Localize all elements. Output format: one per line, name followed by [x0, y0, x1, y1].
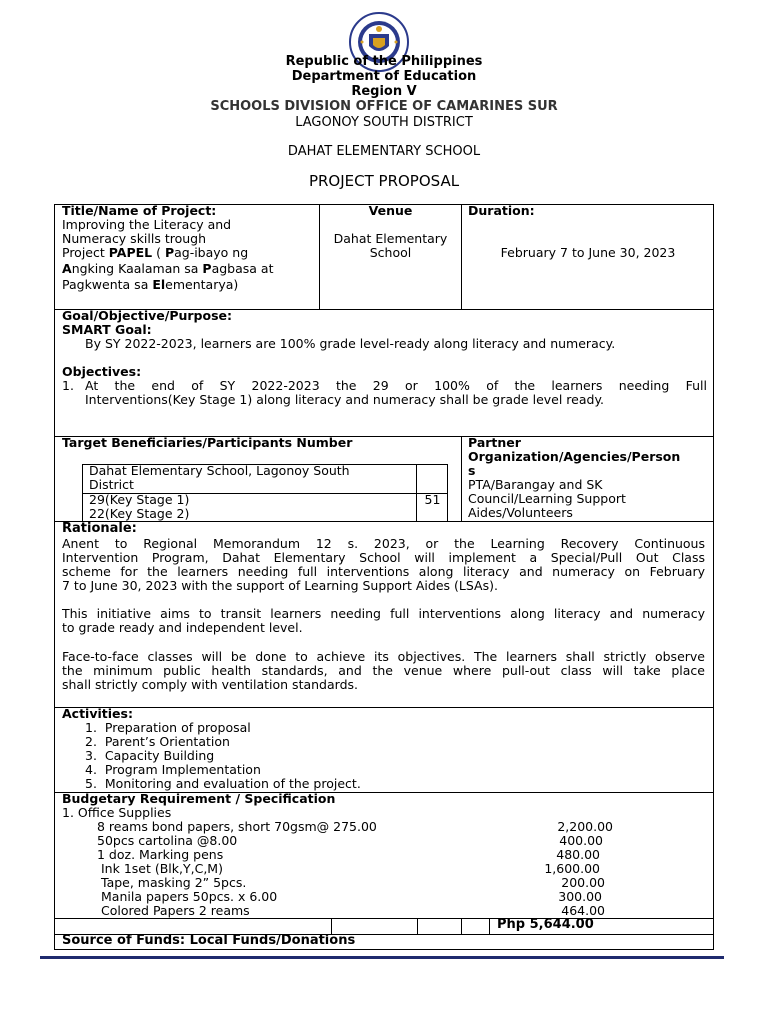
activity-item: 5. Monitoring and evaluation of the project.: [85, 776, 361, 791]
rationale-text: the minimum public health standards, and the venue where pull-out class will take place: [62, 663, 705, 678]
objective-text: At the end of SY 2022-2023 the 29 or 100% of the learners needing Full: [85, 378, 707, 393]
budget-item-desc: 50pcs cartolina @8.00: [97, 833, 238, 848]
activity-item: 3. Capacity Building: [85, 748, 215, 763]
activity-item: 1. Preparation of proposal: [85, 720, 251, 735]
budget-item-amount: 464.00: [561, 903, 605, 918]
header-district: LAGONOY SOUTH DISTRICT: [295, 115, 473, 130]
goal-label: Goal/Objective/Purpose:: [62, 308, 233, 323]
rationale-text: shall strictly comply with ventilation standards.: [62, 677, 358, 692]
project-title-line: Angking Kaalaman sa Pagbasa at: [62, 261, 274, 276]
header-department: Department of Education: [291, 69, 477, 84]
partner-value: Aides/Volunteers: [468, 505, 573, 520]
col-divider: [417, 918, 418, 934]
beneficiaries-label: Target Beneficiaries/Participants Number: [62, 435, 353, 450]
project-title-label: Title/Name of Project:: [62, 203, 217, 218]
rationale-text: 7 to June 30, 2023 with the support of Learning Support Aides (LSAs).: [62, 578, 498, 593]
budget-item-amount: 300.00: [558, 889, 602, 904]
beneficiary-ks1: 29(Key Stage 1): [89, 492, 190, 507]
beneficiary-school: District: [89, 477, 134, 492]
budget-category: 1. Office Supplies: [62, 805, 172, 820]
budget-item-desc: 1 doz. Marking pens: [97, 847, 224, 862]
objective-number: 1.: [62, 378, 74, 393]
header-division: SCHOOLS DIVISION OFFICE OF CAMARINES SUR: [210, 99, 558, 114]
rationale-text: to grade ready and independent level.: [62, 620, 303, 635]
partner-label: s: [468, 463, 476, 478]
budget-item-desc: Tape, masking 2” 5pcs.: [101, 875, 247, 890]
row-divider: [54, 521, 714, 522]
col-divider: [331, 918, 332, 934]
project-title-line: Improving the Literacy and: [62, 217, 232, 232]
header-region: Region V: [351, 84, 417, 99]
duration-label: Duration:: [468, 203, 535, 218]
page-title: PROJECT PROPOSAL: [308, 172, 460, 190]
budget-item-desc: 8 reams bond papers, short 70gsm@ 275.00: [97, 819, 377, 834]
beneficiary-total: 51: [424, 492, 441, 507]
row-divider: [54, 918, 714, 919]
budget-item-amount: 480.00: [556, 847, 600, 862]
objective-text: Interventions(Key Stage 1) along literacy and numeracy shall be grade level ready.: [85, 392, 605, 407]
col-divider: [489, 918, 490, 934]
row-divider: [54, 707, 714, 708]
budget-item-desc: Colored Papers 2 reams: [101, 903, 250, 918]
partner-label: Partner: [468, 435, 521, 450]
col-divider: [461, 918, 462, 934]
partner-value: Council/Learning Support: [468, 491, 626, 506]
rationale-text: Face-to-face classes will be done to achieve its objectives. The learners shall strictly observe: [62, 649, 705, 664]
partner-value: PTA/Barangay and SK: [468, 477, 603, 492]
budget-label: Budgetary Requirement / Specification: [62, 791, 336, 806]
rationale-text: scheme for the learners needing full interventions along literacy and numeracy on February: [62, 564, 705, 579]
duration-value: February 7 to June 30, 2023: [500, 245, 676, 260]
project-title-line: Project PAPEL ( Pag-ibayo ng: [62, 245, 249, 260]
budget-item-desc: Ink 1set (Blk,Y,C,M): [101, 861, 223, 876]
smart-goal-text: By SY 2022-2023, learners are 100% grade level-ready along literacy and numeracy.: [85, 336, 616, 351]
footer-rule: [40, 956, 724, 959]
venue-value: Dahat Elementary: [333, 231, 448, 246]
beneficiary-school: Dahat Elementary School, Lagonoy South: [89, 463, 350, 478]
col-divider: [461, 436, 462, 521]
venue-value: School: [369, 245, 412, 260]
objectives-label: Objectives:: [62, 364, 142, 379]
activity-item: 4. Program Implementation: [85, 762, 261, 777]
source-of-funds: Source of Funds: Local Funds/Donations: [62, 933, 356, 948]
partner-label: Organization/Agencies/Person: [468, 449, 681, 464]
activities-label: Activities:: [62, 706, 133, 721]
beneficiary-ks2: 22(Key Stage 2): [89, 506, 190, 521]
budget-total: Php 5,644.00: [497, 917, 594, 932]
project-title-line: Numeracy skills trough: [62, 231, 207, 246]
smart-goal-label: SMART Goal:: [62, 322, 152, 337]
header-school: DAHAT ELEMENTARY SCHOOL: [287, 144, 481, 159]
rationale-label: Rationale:: [62, 521, 137, 536]
header-republic: Republic of the Philippines: [285, 54, 483, 69]
rationale-text: This initiative aims to transit learners needing full interventions along literacy and numeracy: [62, 606, 705, 621]
rationale-text: Intervention Program, Dahat Elementary School will implement a Special/Pull Out Class: [62, 550, 705, 565]
venue-label: Venue: [368, 203, 413, 218]
budget-item-amount: 1,600.00: [544, 861, 600, 876]
budget-item-amount: 200.00: [561, 875, 605, 890]
project-title-line: Pagkwenta sa Elementarya): [62, 277, 239, 292]
activity-item: 2. Parent’s Orientation: [85, 734, 230, 749]
rationale-text: Anent to Regional Memorandum 12 s. 2023, or the Learning Recovery Continuous: [62, 536, 705, 551]
budget-item-desc: Manila papers 50pcs. x 6.00: [101, 889, 278, 904]
budget-item-amount: 400.00: [559, 833, 603, 848]
budget-item-amount: 2,200.00: [557, 819, 613, 834]
